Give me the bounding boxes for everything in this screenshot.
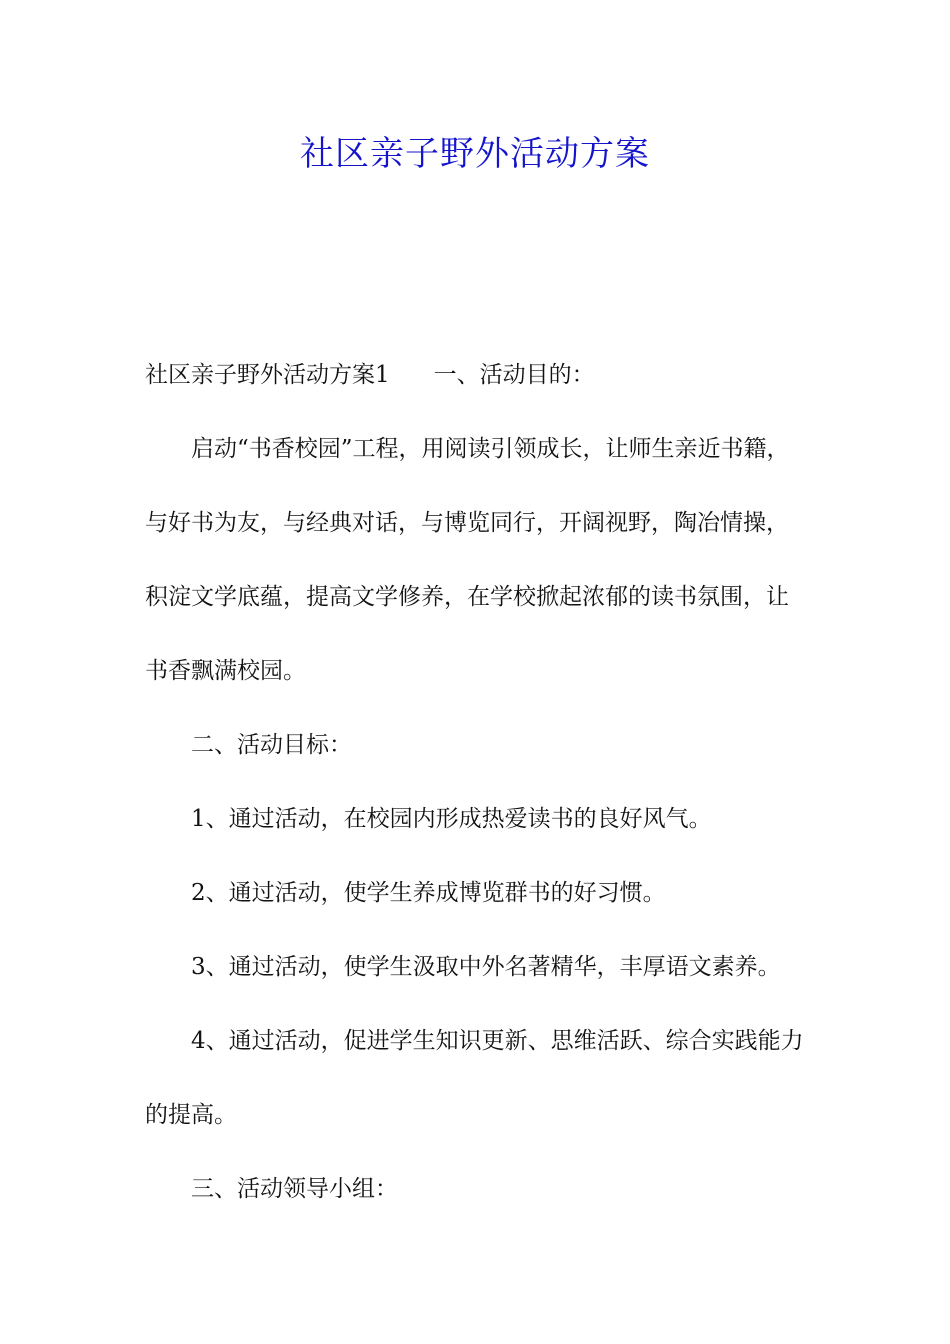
list-item-goal-3: 3、通过活动，使学生汲取中外名著精华，丰厚语文素养。 bbox=[191, 954, 781, 980]
section-heading-goals: 二、活动目标： bbox=[191, 732, 352, 758]
section-heading-line bbox=[145, 338, 807, 412]
section-heading-purpose: 一、活动目的： bbox=[433, 362, 595, 388]
paragraph-purpose: 启动“书香校园”工程，用阅读引领成长，让师生亲近书籍，与好书为友，与经典对话，与博览同行，开阔视野，陶冶情操，积淀文学底蕴，提高文学修养，在学校掀起浓郁的读书氛围，让书香飘满校园。 bbox=[145, 436, 790, 684]
list-item-goal-2: 2、通过活动，使学生养成博览群书的好习惯。 bbox=[191, 880, 666, 906]
list-item-goal-4: 4、通过活动，促进学生知识更新、思维活跃、综合实践能力的提高。 bbox=[145, 1028, 804, 1128]
document-body bbox=[145, 338, 807, 1226]
list-item-goal-1: 1、通过活动，在校园内形成热爱读书的良好风气。 bbox=[191, 806, 712, 832]
section-heading-leadership: 三、活动领导小组： bbox=[191, 1176, 398, 1202]
plan-heading: 社区亲子野外活动方案1 bbox=[145, 362, 390, 388]
document-title: 社区亲子野外活动方案 bbox=[300, 134, 650, 174]
